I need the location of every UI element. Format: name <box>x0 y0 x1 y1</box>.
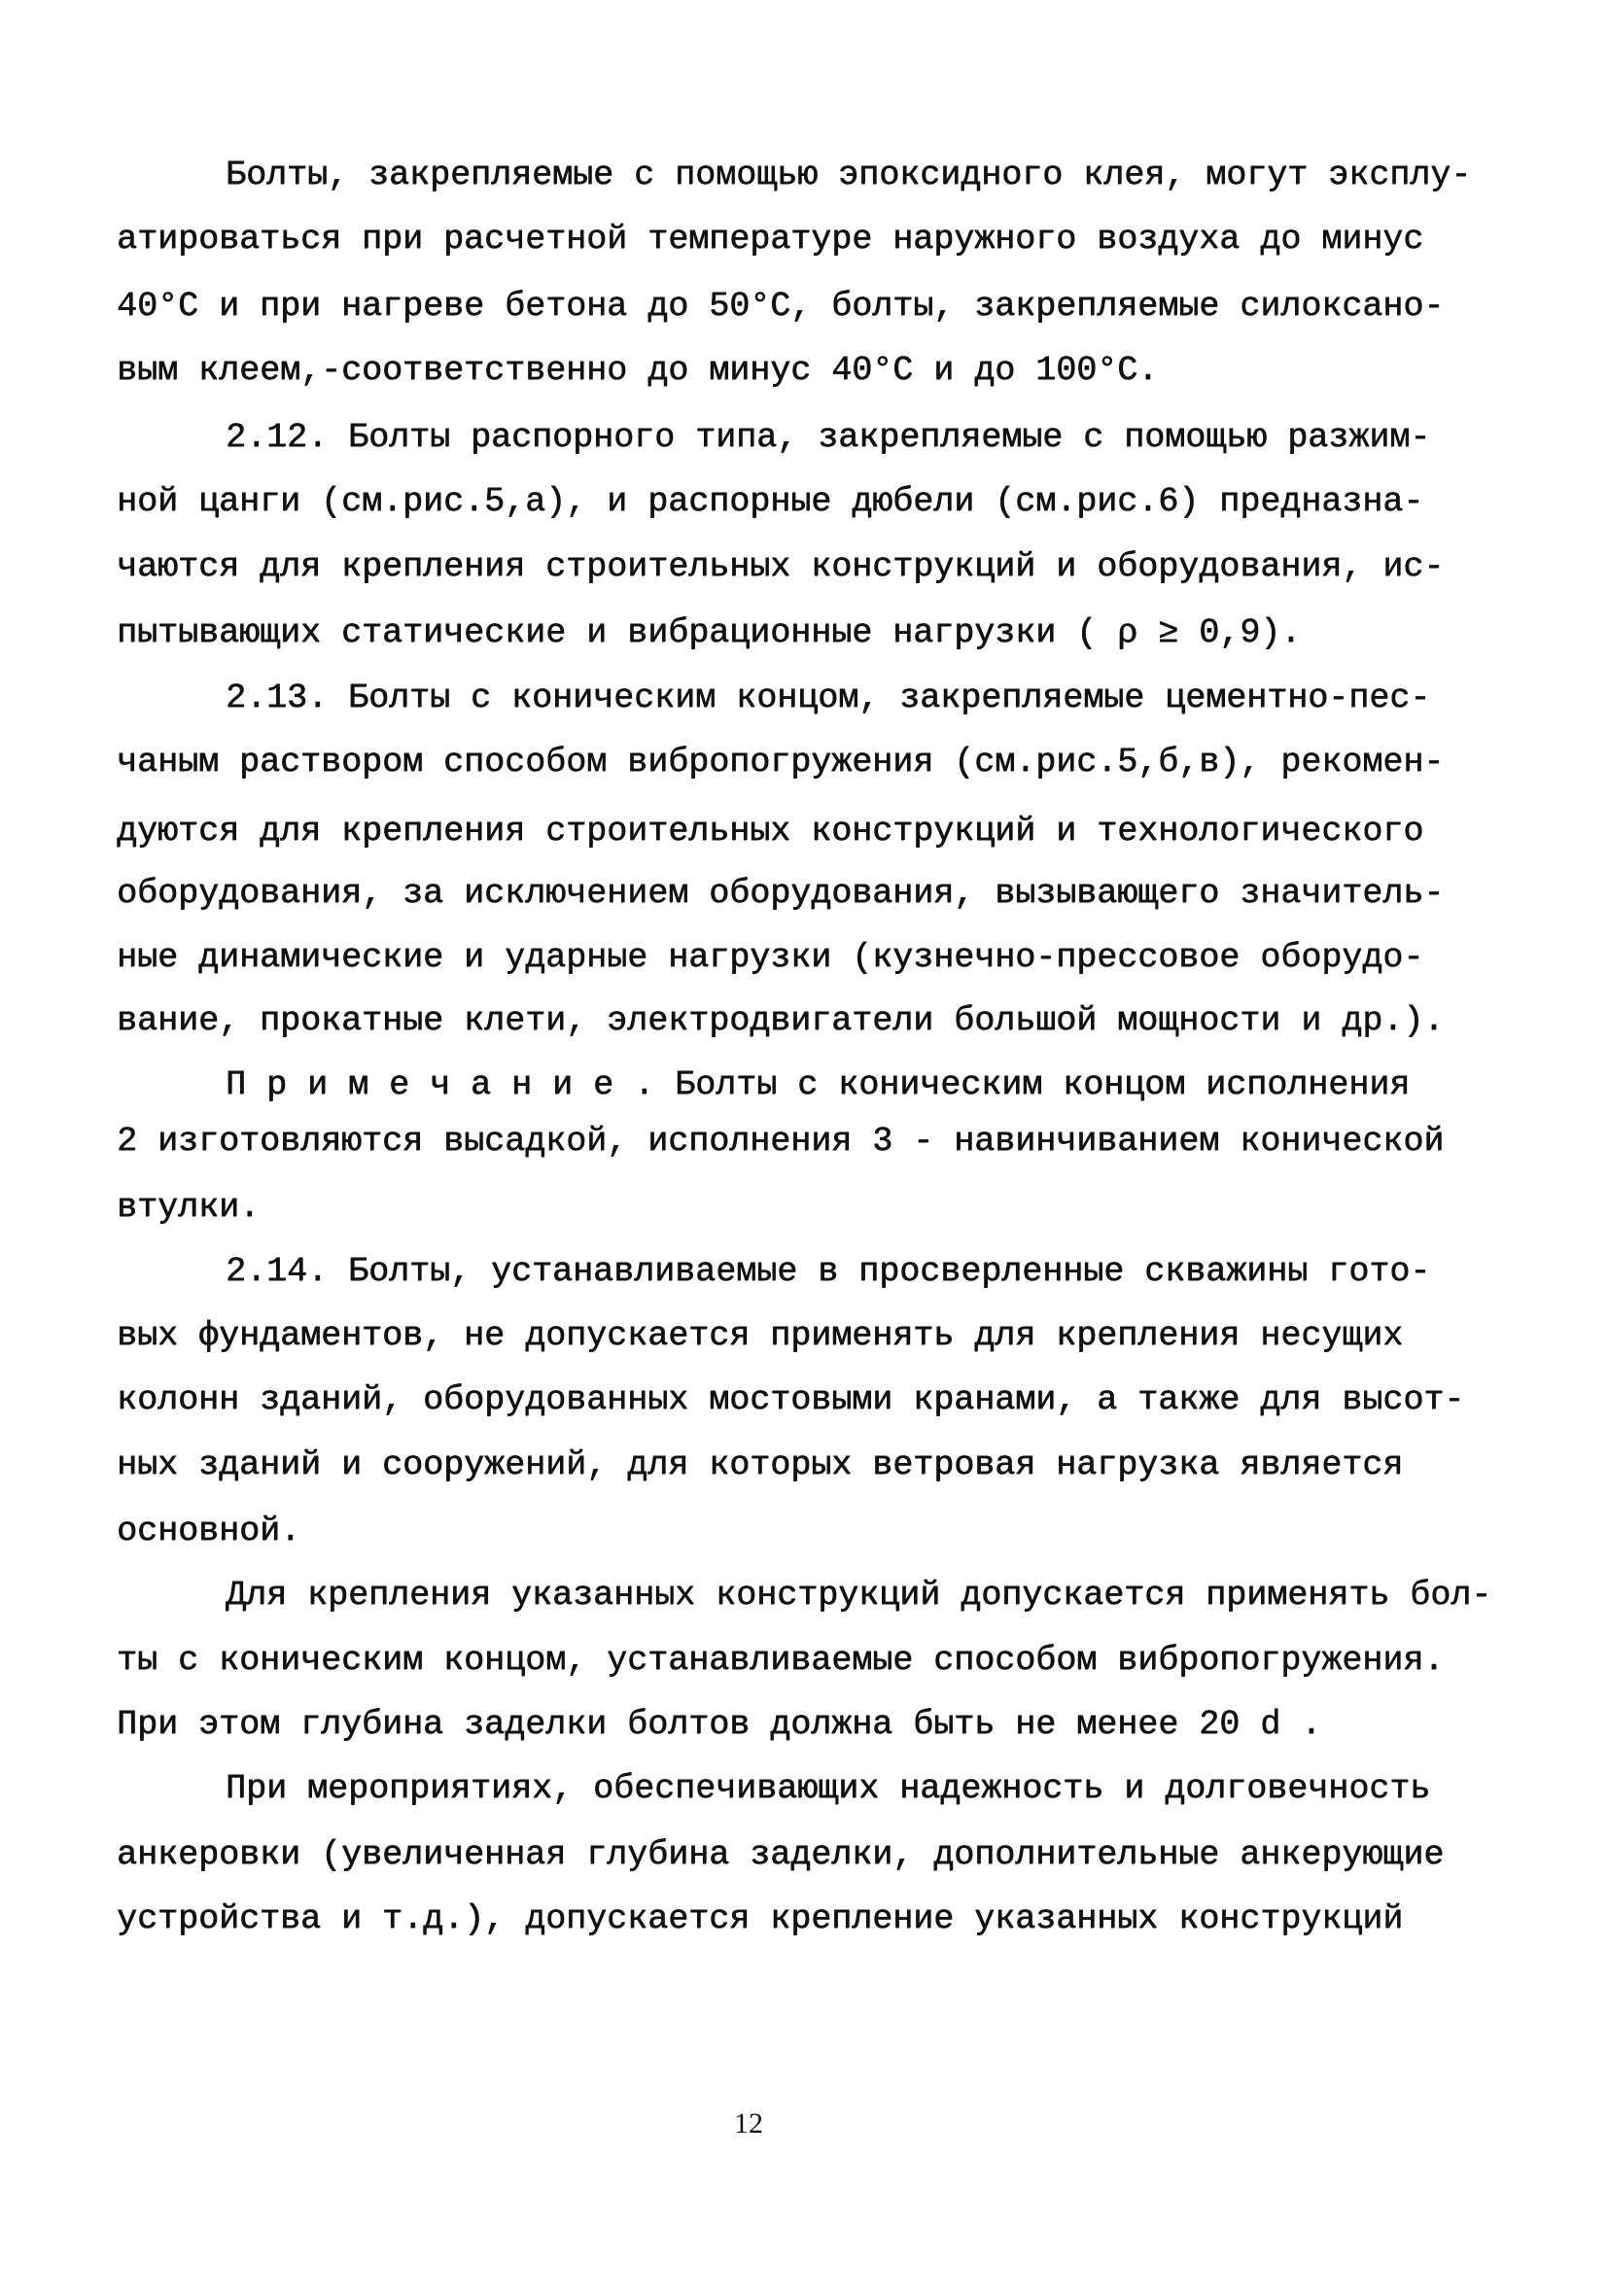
text-line: анкеровки (увеличенная глубина заделки, дополнительные анкерующие <box>117 1835 1445 1874</box>
text-line: Болты, закрепляемые с помощью эпоксидного клея, могут эксплу- <box>226 156 1472 194</box>
text-line: оборудования, за исключением оборудования, вызывающего значитель- <box>117 874 1445 913</box>
text-line: ные динамические и ударные нагрузки (кузнечно-прессовое оборудо- <box>117 938 1424 977</box>
text-line: ты с коническим концом, устанавливаемые способом вибропогружения. <box>117 1641 1445 1680</box>
text-line: пытывающих статические и вибрационные нагрузки ( ρ ≥ 0,9). <box>117 613 1302 652</box>
text-line: 2.13. Болты с коническим концом, закрепляемые цементно-пес- <box>226 678 1431 717</box>
text-line: 40°С и при нагреве бетона до 50°С, болты, закрепляемые силоксано- <box>117 287 1445 326</box>
text-line: 2.12. Болты распорного типа, закрепляемые с помощью разжим- <box>226 418 1431 457</box>
text-line: вых фундаментов, не допускается применять для крепления несущих <box>117 1316 1404 1355</box>
text-line: основной. <box>117 1512 301 1550</box>
text-line: колонн зданий, оборудованных мостовыми кранами, а также для высот- <box>117 1380 1465 1419</box>
text-line: устройства и т.д.), допускается крепление указанных конструкций <box>117 1899 1404 1938</box>
text-line: дуются для крепления строительных конструкций и технологического <box>117 812 1424 851</box>
text-line: ной цанги (см.рис.5,а), и распорные дюбели (см.рис.6) предназна- <box>117 482 1424 521</box>
text-line: При мероприятиях, обеспечивающих надежность и долговечность <box>226 1769 1431 1808</box>
text-line: втулки. <box>117 1188 261 1227</box>
text-line: чаются для крепления строительных конструкций и оборудования, ис- <box>117 547 1445 586</box>
text-line: атироваться при расчетной температуре наружного воздуха до минус <box>117 220 1424 259</box>
text-line: П р и м е ч а н и е . Болты с коническим концом исполнения <box>226 1065 1411 1104</box>
text-line: вым клеем,-соответственно до минус 40°С и до 100°С. <box>117 351 1159 390</box>
text-line: 2 изготовляются высадкой, исполнения 3 - навинчиванием конической <box>117 1122 1445 1161</box>
text-line: ных зданий и сооружений, для которых ветровая нагрузка является <box>117 1445 1404 1484</box>
text-line: 2.14. Болты, устанавливаемые в просверленные скважины гото- <box>226 1252 1431 1291</box>
text-line: чаным раствором способом вибропогружения (см.рис.5,б,в), рекомен- <box>117 743 1445 782</box>
text-line: При этом глубина заделки болтов должна быть не менее 20 d . <box>117 1705 1322 1744</box>
page-number: 12 <box>734 2107 763 2139</box>
text-line: Для крепления указанных конструкций допускается применять бол- <box>226 1576 1492 1615</box>
text-line: вание, прокатные клети, электродвигатели большой мощности и др.). <box>117 1001 1445 1040</box>
